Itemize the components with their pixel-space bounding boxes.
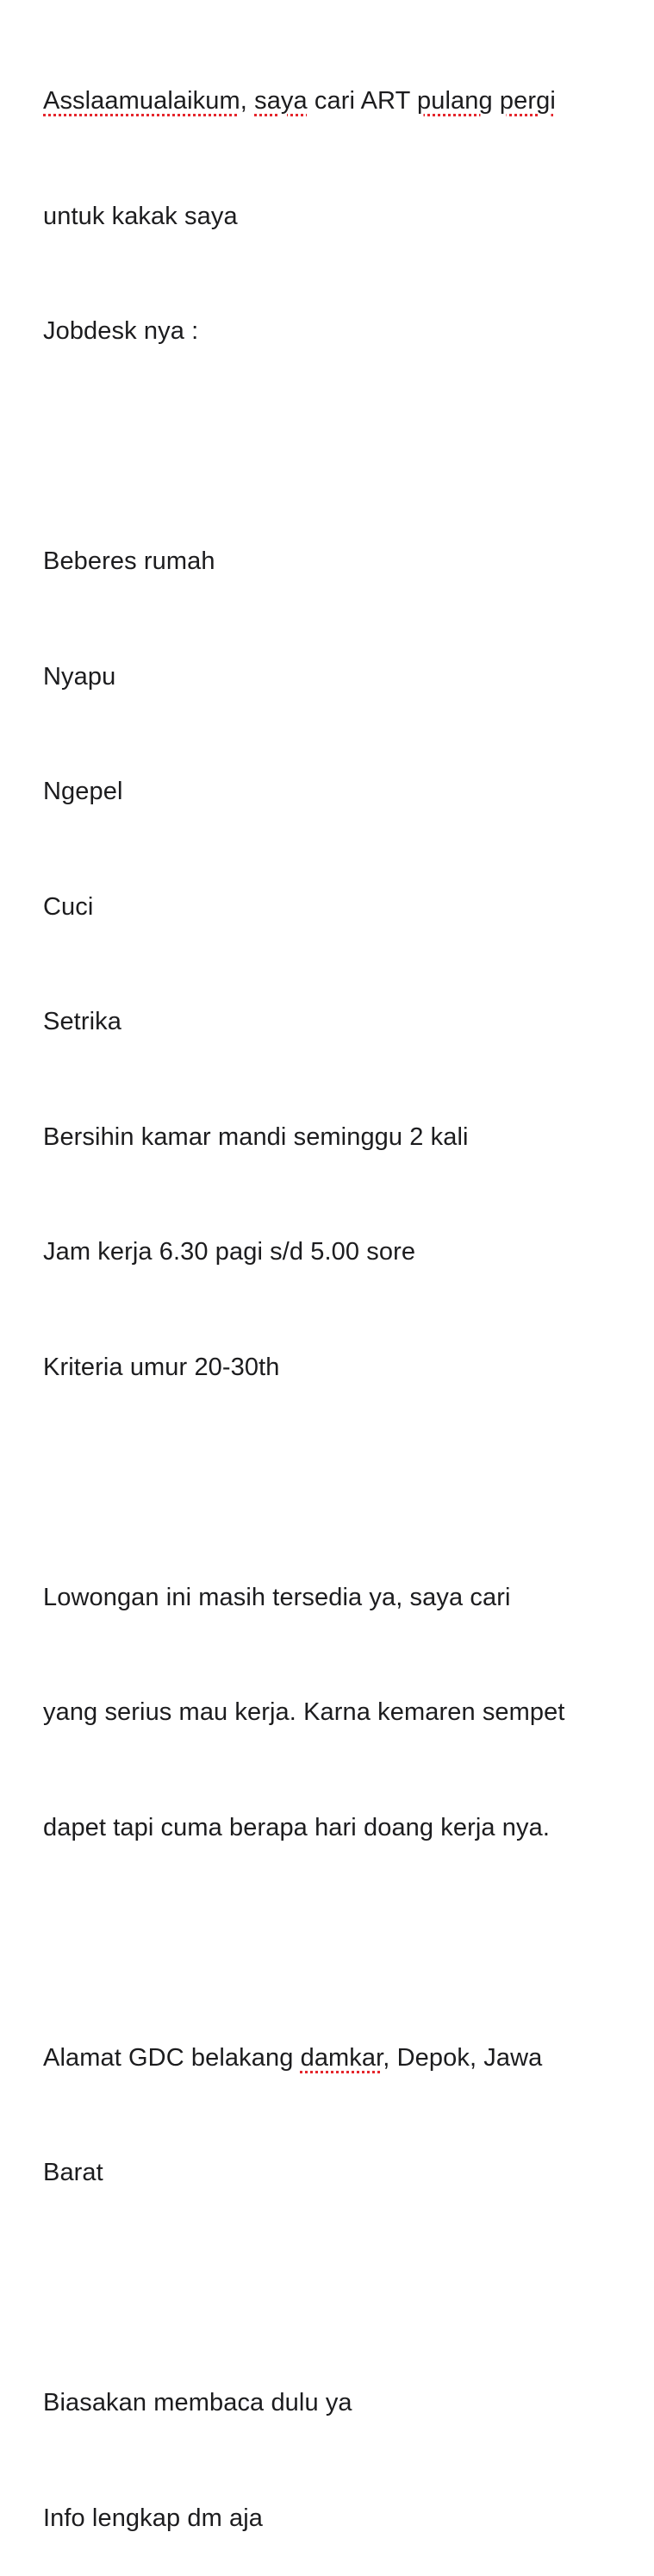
blank-line bbox=[43, 1923, 646, 1962]
misspelled-word[interactable]: pergi bbox=[499, 87, 556, 115]
closing-line: Biasakan membaca dulu ya bbox=[43, 2389, 352, 2417]
task-line: Jam kerja 6.30 pagi s/d 5.00 sore bbox=[43, 1238, 416, 1266]
greeting-line-2: untuk kakak saya bbox=[43, 202, 238, 230]
address-line-2: Barat bbox=[43, 2159, 103, 2186]
greeting-line bbox=[43, 82, 646, 121]
misspelled-word[interactable]: damkar bbox=[300, 2043, 383, 2072]
blank-line bbox=[43, 1463, 646, 1502]
task-line: Setrika bbox=[43, 1008, 121, 1035]
note-text-body[interactable] bbox=[43, 5, 646, 2576]
misspelled-word[interactable]: pulang bbox=[417, 87, 493, 115]
task-line: Bersihin kamar mandi seminggu 2 kali bbox=[43, 1122, 469, 1151]
task-line: Nyapu bbox=[43, 662, 116, 691]
paragraph-line: dapet tapi cuma berapa hari doang kerja nya. bbox=[43, 1813, 551, 1841]
misspelled-word[interactable]: saya bbox=[254, 87, 308, 115]
paragraph-line: Lowongan ini masih tersedia ya, saya cari bbox=[43, 1583, 511, 1611]
text-fragment: , bbox=[240, 87, 255, 115]
text-fragment: cari ART bbox=[307, 87, 418, 115]
task-line: Cuci bbox=[43, 892, 94, 921]
task-line: Kriteria umur 20-30th bbox=[43, 1353, 280, 1381]
task-line: Beberes rumah bbox=[43, 547, 215, 575]
blank-line bbox=[43, 2269, 646, 2308]
text-fragment: , Depok, Jawa bbox=[383, 2043, 543, 2072]
paragraph-line: yang serius mau kerja. Karna kemaren sempet bbox=[43, 1698, 565, 1726]
blank-line bbox=[43, 428, 646, 466]
task-line: Ngepel bbox=[43, 778, 123, 805]
closing-line: Info lengkap dm aja bbox=[43, 2504, 264, 2532]
text-fragment: Alamat GDC belakang bbox=[43, 2043, 301, 2072]
jobdesk-title: Jobdesk nya : bbox=[43, 317, 199, 345]
text-fragment bbox=[493, 87, 500, 115]
address-line bbox=[43, 2039, 646, 2078]
misspelled-word[interactable]: Asslaamualaikum bbox=[43, 87, 240, 115]
